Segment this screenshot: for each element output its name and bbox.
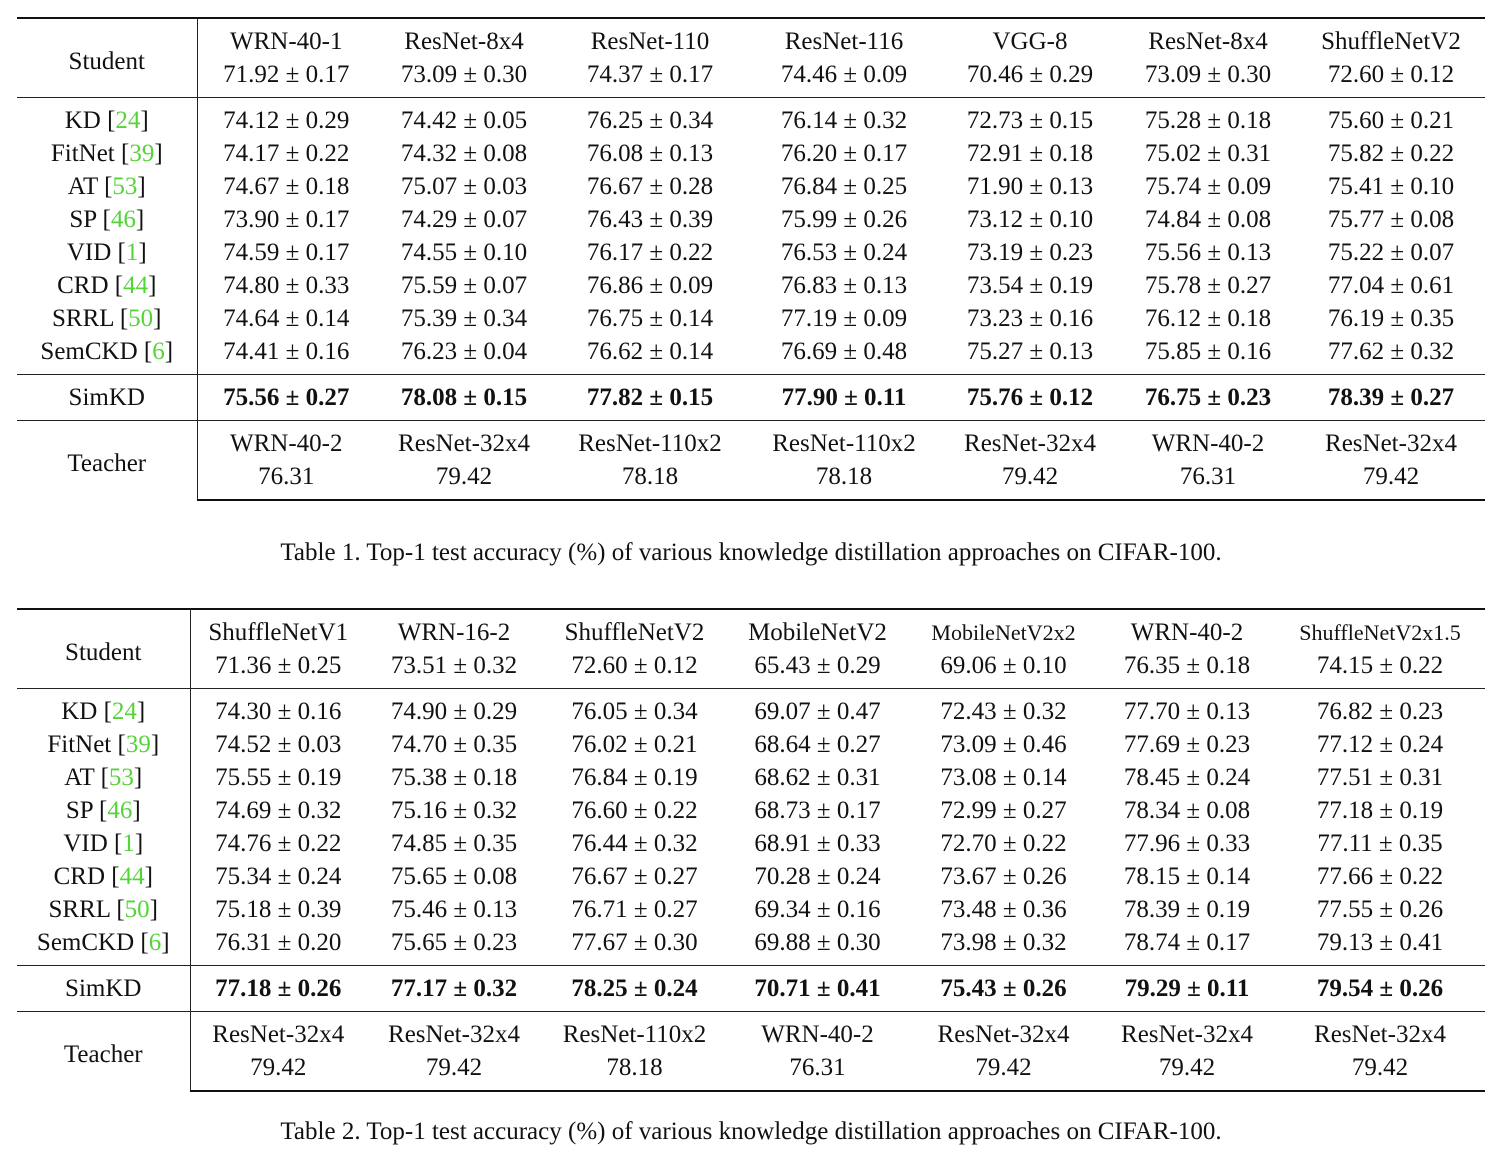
teacher-model-name: ResNet-32x4: [1275, 1012, 1485, 1052]
accuracy-cell: 72.73 ± 0.15: [941, 98, 1119, 138]
method-row: [17, 728, 1485, 761]
teacher-model-name: ResNet-110x2: [747, 421, 941, 461]
accuracy-cell: 76.84 ± 0.19: [571, 764, 698, 791]
method-row: [17, 689, 1485, 729]
accuracy-cell: 72.43 ± 0.32: [908, 689, 1099, 729]
accuracy-cell: 70.28 ± 0.24: [754, 863, 881, 890]
citation-link[interactable]: 1: [125, 239, 139, 266]
accuracy-cell: 77.66 ± 0.22: [1316, 863, 1444, 890]
teacher-model-accuracy: 78.18: [553, 460, 747, 500]
teacher-model-accuracy: 78.18: [542, 1051, 727, 1091]
accuracy-cell: 72.70 ± 0.22: [940, 830, 1067, 857]
accuracy-cell: 74.32 ± 0.08: [400, 140, 528, 167]
method-row: [17, 761, 1485, 794]
teacher-model-name: WRN-40-2: [197, 421, 375, 461]
student-model-accuracy: 65.43 ± 0.29: [754, 652, 881, 679]
teacher-model-accuracy: 76.31: [727, 1051, 908, 1091]
accuracy-cell: 79.13 ± 0.41: [1316, 929, 1444, 956]
teacher-model-name: ResNet-32x4: [190, 1012, 366, 1052]
citation-link[interactable]: 44: [123, 272, 149, 299]
accuracy-cell: 77.69 ± 0.23: [1123, 731, 1251, 758]
accuracy-cell: 76.83 ± 0.13: [780, 272, 908, 299]
citation-link[interactable]: 50: [128, 305, 154, 332]
student-model-accuracy: 74.37 ± 0.17: [586, 61, 714, 88]
method-name: FitNet: [50, 140, 115, 167]
teacher-model-accuracy: 79.42: [908, 1051, 1099, 1091]
teacher-model-accuracy: 79.42: [190, 1051, 366, 1091]
teacher-model-accuracy: 76.31: [197, 460, 375, 500]
method-name-cell: VID [1]: [17, 236, 197, 269]
accuracy-cell: 77.19 ± 0.09: [780, 305, 908, 332]
teacher-accuracy-row: [17, 460, 1485, 500]
method-name: SemCKD: [36, 929, 135, 956]
simkd-label: SimKD: [17, 375, 197, 421]
method-name-cell: SP [46]: [17, 794, 190, 827]
student-accuracy-row: [17, 649, 1485, 689]
accuracy-cell: 77.62 ± 0.32: [1327, 338, 1455, 365]
method-name-cell: SemCKD [6]: [17, 926, 190, 966]
accuracy-cell: 76.23 ± 0.04: [400, 338, 528, 365]
accuracy-cell: 72.91 ± 0.18: [966, 140, 1094, 167]
accuracy-cell: 73.48 ± 0.36: [940, 896, 1067, 923]
method-name: VID: [66, 239, 112, 266]
accuracy-cell: 76.12 ± 0.18: [1144, 305, 1272, 332]
accuracy-cell: 74.69 ± 0.32: [215, 797, 342, 824]
accuracy-cell: 68.64 ± 0.27: [754, 731, 881, 758]
student-model-accuracy: 72.60 ± 0.12: [1327, 61, 1455, 88]
citation-link[interactable]: 6: [152, 338, 165, 365]
citation-link[interactable]: 53: [108, 764, 134, 791]
accuracy-cell: 74.29 ± 0.07: [400, 206, 528, 233]
student-model-name: WRN-40-1: [197, 18, 375, 58]
accuracy-cell: 77.70 ± 0.13: [1099, 689, 1275, 729]
accuracy-cell: 75.46 ± 0.13: [390, 896, 518, 923]
accuracy-cell: 75.85 ± 0.16: [1144, 338, 1272, 365]
teacher-model-name: ResNet-32x4: [1099, 1012, 1275, 1052]
simkd-accuracy-cell: 77.18 ± 0.26: [190, 966, 366, 1012]
accuracy-cell: 74.59 ± 0.17: [223, 239, 350, 266]
accuracy-cell: 74.67 ± 0.18: [223, 173, 350, 200]
accuracy-cell: 74.41 ± 0.16: [223, 338, 350, 365]
student-model-name: ShuffleNetV1: [190, 609, 366, 649]
accuracy-cell: 77.67 ± 0.30: [571, 929, 698, 956]
student-model-accuracy: 73.09 ± 0.30: [1144, 61, 1272, 88]
accuracy-cell: 74.17 ± 0.22: [223, 140, 350, 167]
simkd-accuracy-cell: 70.71 ± 0.41: [727, 966, 908, 1012]
accuracy-cell: 76.19 ± 0.35: [1327, 305, 1455, 332]
citation-link[interactable]: 24: [111, 698, 137, 725]
simkd-accuracy-cell: 78.25 ± 0.24: [542, 966, 727, 1012]
method-row: [17, 794, 1485, 827]
simkd-accuracy-cell: 77.17 ± 0.32: [366, 966, 542, 1012]
method-row: [17, 926, 1485, 966]
citation-link[interactable]: 46: [107, 797, 133, 824]
student-name-row: [17, 609, 1485, 649]
method-name: AT: [67, 173, 98, 200]
method-name-cell: FitNet [39]: [17, 137, 197, 170]
simkd-accuracy-cell: 75.76 ± 0.12: [941, 375, 1119, 421]
results-table-1: [17, 17, 1485, 501]
method-name-cell: FitNet [39]: [17, 728, 190, 761]
accuracy-cell: 73.19 ± 0.23: [966, 239, 1094, 266]
accuracy-cell: 69.34 ± 0.16: [754, 896, 881, 923]
accuracy-cell: 74.30 ± 0.16: [190, 689, 366, 729]
simkd-accuracy-cell: 76.75 ± 0.23: [1119, 375, 1297, 421]
student-model-accuracy: 73.09 ± 0.30: [400, 61, 528, 88]
teacher-model-accuracy: 79.42: [941, 460, 1119, 500]
simkd-row: [17, 375, 1485, 421]
teacher-model-name: ResNet-32x4: [941, 421, 1119, 461]
student-model-name: ResNet-110: [553, 18, 747, 58]
accuracy-cell: 74.55 ± 0.10: [400, 239, 528, 266]
teacher-label: Teacher: [17, 1012, 190, 1092]
student-model-accuracy: 74.15 ± 0.22: [1316, 652, 1444, 679]
accuracy-cell: 75.65 ± 0.08: [390, 863, 518, 890]
method-name: SP: [65, 797, 93, 824]
teacher-model-name: ResNet-110x2: [542, 1012, 727, 1052]
accuracy-cell: 75.18 ± 0.39: [215, 896, 342, 923]
method-row: [17, 893, 1485, 926]
citation-link[interactable]: 1: [122, 830, 135, 857]
method-row: [17, 860, 1485, 893]
accuracy-cell: 76.14 ± 0.32: [747, 98, 941, 138]
accuracy-cell: 75.27 ± 0.13: [966, 338, 1094, 365]
student-model-name: ResNet-8x4: [375, 18, 553, 58]
student-model-name: ResNet-116: [747, 18, 941, 58]
method-row: [17, 98, 1485, 138]
method-name: VID: [63, 830, 108, 857]
teacher-model-accuracy: 79.42: [366, 1051, 542, 1091]
accuracy-cell: 75.16 ± 0.32: [390, 797, 518, 824]
accuracy-cell: 77.04 ± 0.61: [1327, 272, 1455, 299]
method-name: KD: [64, 107, 101, 134]
accuracy-cell: 74.12 ± 0.29: [197, 98, 375, 138]
method-row: [17, 170, 1485, 203]
accuracy-cell: 76.71 ± 0.27: [571, 896, 698, 923]
method-row: [17, 269, 1485, 302]
accuracy-cell: 76.84 ± 0.25: [780, 173, 908, 200]
teacher-name-row: [17, 421, 1485, 461]
accuracy-cell: 74.80 ± 0.33: [223, 272, 350, 299]
student-model-name: MobileNetV2x2: [908, 609, 1099, 649]
accuracy-cell: 74.85 ± 0.35: [390, 830, 518, 857]
teacher-model-name: ResNet-32x4: [1297, 421, 1485, 461]
citation-link[interactable]: 46: [110, 206, 136, 233]
teacher-model-name: ResNet-32x4: [375, 421, 553, 461]
citation-link[interactable]: 44: [119, 863, 145, 890]
accuracy-cell: 74.42 ± 0.05: [375, 98, 553, 138]
accuracy-cell: 76.08 ± 0.13: [586, 140, 714, 167]
accuracy-cell: 68.62 ± 0.31: [754, 764, 881, 791]
accuracy-cell: 69.88 ± 0.30: [754, 929, 881, 956]
teacher-model-name: WRN-40-2: [727, 1012, 908, 1052]
student-model-accuracy: 74.46 ± 0.09: [780, 61, 908, 88]
table-2-caption: Table 2. Top-1 test accuracy (%) of various knowledge distillation approaches on CIFAR-100.: [280, 1118, 1222, 1145]
accuracy-cell: 69.07 ± 0.47: [727, 689, 908, 729]
accuracy-cell: 76.86 ± 0.09: [586, 272, 714, 299]
teacher-accuracy-row: [17, 1051, 1485, 1091]
student-model-accuracy: 71.92 ± 0.17: [223, 61, 350, 88]
accuracy-cell: 76.25 ± 0.34: [553, 98, 747, 138]
accuracy-cell: 72.99 ± 0.27: [940, 797, 1067, 824]
accuracy-cell: 76.69 ± 0.48: [780, 338, 908, 365]
student-model-name: WRN-16-2: [366, 609, 542, 649]
accuracy-cell: 73.08 ± 0.14: [940, 764, 1067, 791]
accuracy-cell: 75.65 ± 0.23: [390, 929, 518, 956]
method-name-cell: VID [1]: [17, 827, 190, 860]
accuracy-cell: 76.67 ± 0.28: [586, 173, 714, 200]
accuracy-cell: 74.84 ± 0.08: [1144, 206, 1272, 233]
accuracy-cell: 74.90 ± 0.29: [366, 689, 542, 729]
student-model-name: ShuffleNetV2: [542, 609, 727, 649]
teacher-label: Teacher: [17, 421, 197, 501]
accuracy-cell: 76.20 ± 0.17: [780, 140, 908, 167]
accuracy-cell: 78.34 ± 0.08: [1123, 797, 1251, 824]
method-name: CRD: [53, 863, 105, 890]
accuracy-cell: 78.45 ± 0.24: [1123, 764, 1251, 791]
accuracy-cell: 76.67 ± 0.27: [571, 863, 698, 890]
teacher-model-accuracy: 79.42: [1099, 1051, 1275, 1091]
student-model-accuracy: 71.36 ± 0.25: [215, 652, 342, 679]
accuracy-cell: 76.05 ± 0.34: [542, 689, 727, 729]
accuracy-cell: 73.09 ± 0.46: [940, 731, 1067, 758]
accuracy-cell: 74.70 ± 0.35: [390, 731, 518, 758]
citation-link[interactable]: 50: [124, 896, 150, 923]
accuracy-cell: 75.39 ± 0.34: [400, 305, 528, 332]
accuracy-cell: 73.12 ± 0.10: [966, 206, 1094, 233]
simkd-accuracy-cell: 78.08 ± 0.15: [375, 375, 553, 421]
method-name: SemCKD: [40, 338, 138, 365]
student-model-name: ShuffleNetV2x1.5: [1275, 609, 1485, 649]
accuracy-cell: 76.02 ± 0.21: [571, 731, 698, 758]
simkd-label: SimKD: [17, 966, 190, 1012]
method-name: KD: [61, 698, 98, 725]
citation-link[interactable]: 6: [148, 929, 162, 956]
method-name-cell: SemCKD [6]: [17, 335, 197, 375]
teacher-name-row: [17, 1012, 1485, 1052]
student-label: Student: [17, 609, 190, 689]
accuracy-cell: 74.64 ± 0.14: [223, 305, 350, 332]
teacher-model-accuracy: 78.18: [747, 460, 941, 500]
method-name: SRRL: [51, 305, 114, 332]
accuracy-cell: 75.02 ± 0.31: [1144, 140, 1272, 167]
method-name: CRD: [57, 272, 109, 299]
accuracy-cell: 77.11 ± 0.35: [1317, 830, 1443, 857]
accuracy-cell: 74.76 ± 0.22: [215, 830, 342, 857]
accuracy-cell: 73.90 ± 0.17: [223, 206, 350, 233]
accuracy-cell: 75.60 ± 0.21: [1297, 98, 1485, 138]
accuracy-cell: 74.52 ± 0.03: [215, 731, 342, 758]
accuracy-cell: 68.91 ± 0.33: [754, 830, 881, 857]
teacher-model-accuracy: 79.42: [375, 460, 553, 500]
simkd-accuracy-cell: 77.90 ± 0.11: [747, 375, 941, 421]
method-name-cell: KD [24]: [17, 689, 190, 729]
student-accuracy-row: [17, 58, 1485, 98]
student-label: Student: [17, 18, 197, 98]
method-row: [17, 137, 1485, 170]
student-model-accuracy: 76.35 ± 0.18: [1123, 652, 1251, 679]
method-name-cell: CRD [44]: [17, 860, 190, 893]
accuracy-cell: 76.75 ± 0.14: [586, 305, 714, 332]
student-model-accuracy: 73.51 ± 0.32: [390, 652, 518, 679]
accuracy-cell: 76.53 ± 0.24: [780, 239, 908, 266]
accuracy-cell: 76.62 ± 0.14: [586, 338, 714, 365]
method-name: SP: [69, 206, 97, 233]
accuracy-cell: 76.43 ± 0.39: [586, 206, 714, 233]
accuracy-cell: 73.67 ± 0.26: [940, 863, 1067, 890]
accuracy-cell: 76.44 ± 0.32: [571, 830, 698, 857]
accuracy-cell: 77.55 ± 0.26: [1316, 896, 1444, 923]
accuracy-cell: 77.51 ± 0.31: [1316, 764, 1444, 791]
teacher-model-accuracy: 79.42: [1275, 1051, 1485, 1091]
simkd-row: [17, 966, 1485, 1012]
accuracy-cell: 71.90 ± 0.13: [966, 173, 1094, 200]
method-row: [17, 827, 1485, 860]
method-name-cell: SRRL [50]: [17, 893, 190, 926]
accuracy-cell: 75.38 ± 0.18: [390, 764, 518, 791]
student-model-accuracy: 72.60 ± 0.12: [571, 652, 698, 679]
method-name-cell: AT [53]: [17, 170, 197, 203]
method-name-cell: CRD [44]: [17, 269, 197, 302]
citation-link[interactable]: 39: [125, 731, 151, 758]
accuracy-cell: 75.82 ± 0.22: [1327, 140, 1455, 167]
accuracy-cell: 76.31 ± 0.20: [215, 929, 342, 956]
method-name-cell: SP [46]: [17, 203, 197, 236]
citation-link[interactable]: 24: [115, 107, 141, 134]
accuracy-cell: 75.41 ± 0.10: [1327, 173, 1455, 200]
accuracy-cell: 75.78 ± 0.27: [1144, 272, 1272, 299]
results-table-2: [17, 608, 1485, 1092]
simkd-accuracy-cell: 75.43 ± 0.26: [908, 966, 1099, 1012]
simkd-accuracy-cell: 75.56 ± 0.27: [197, 375, 375, 421]
teacher-model-accuracy: 76.31: [1119, 460, 1297, 500]
accuracy-cell: 76.60 ± 0.22: [571, 797, 698, 824]
accuracy-cell: 75.34 ± 0.24: [215, 863, 342, 890]
table-1-caption: Table 1. Top-1 test accuracy (%) of various knowledge distillation approaches on CIFAR-100.: [280, 539, 1222, 566]
teacher-model-name: WRN-40-2: [1119, 421, 1297, 461]
method-name-cell: SRRL [50]: [17, 302, 197, 335]
teacher-model-name: ResNet-32x4: [908, 1012, 1099, 1052]
accuracy-cell: 75.55 ± 0.19: [215, 764, 342, 791]
accuracy-cell: 75.77 ± 0.08: [1327, 206, 1455, 233]
method-name: AT: [64, 764, 95, 791]
student-model-name: WRN-40-2: [1099, 609, 1275, 649]
method-name-cell: AT [53]: [17, 761, 190, 794]
simkd-accuracy-cell: 78.39 ± 0.27: [1297, 375, 1485, 421]
simkd-accuracy-cell: 79.29 ± 0.11: [1099, 966, 1275, 1012]
accuracy-cell: 73.23 ± 0.16: [966, 305, 1094, 332]
accuracy-cell: 77.18 ± 0.19: [1316, 797, 1444, 824]
simkd-accuracy-cell: 79.54 ± 0.26: [1275, 966, 1485, 1012]
accuracy-cell: 75.07 ± 0.03: [400, 173, 528, 200]
accuracy-cell: 77.12 ± 0.24: [1316, 731, 1444, 758]
method-row: [17, 335, 1485, 375]
accuracy-cell: 75.74 ± 0.09: [1144, 173, 1272, 200]
teacher-model-name: ResNet-110x2: [553, 421, 747, 461]
accuracy-cell: 73.98 ± 0.32: [940, 929, 1067, 956]
citation-link[interactable]: 39: [129, 140, 155, 167]
accuracy-cell: 75.99 ± 0.26: [780, 206, 908, 233]
accuracy-cell: 76.82 ± 0.23: [1275, 689, 1485, 729]
accuracy-cell: 75.59 ± 0.07: [400, 272, 528, 299]
accuracy-cell: 68.73 ± 0.17: [754, 797, 881, 824]
accuracy-cell: 76.17 ± 0.22: [586, 239, 714, 266]
accuracy-cell: 75.56 ± 0.13: [1144, 239, 1272, 266]
student-model-accuracy: 70.46 ± 0.29: [966, 61, 1094, 88]
student-model-name: ResNet-8x4: [1119, 18, 1297, 58]
method-name: SRRL: [48, 896, 111, 923]
simkd-accuracy-cell: 77.82 ± 0.15: [553, 375, 747, 421]
student-model-name: VGG-8: [941, 18, 1119, 58]
student-model-accuracy: 69.06 ± 0.10: [940, 652, 1067, 679]
teacher-model-name: ResNet-32x4: [366, 1012, 542, 1052]
accuracy-cell: 75.28 ± 0.18: [1119, 98, 1297, 138]
method-name: FitNet: [47, 731, 112, 758]
accuracy-cell: 75.22 ± 0.07: [1327, 239, 1455, 266]
teacher-model-accuracy: 79.42: [1297, 460, 1485, 500]
student-name-row: [17, 18, 1485, 58]
accuracy-cell: 78.39 ± 0.19: [1123, 896, 1251, 923]
citation-link[interactable]: 53: [112, 173, 138, 200]
method-row: [17, 203, 1485, 236]
student-model-name: ShuffleNetV2: [1297, 18, 1485, 58]
method-row: [17, 302, 1485, 335]
accuracy-cell: 78.15 ± 0.14: [1123, 863, 1251, 890]
student-model-name: MobileNetV2: [727, 609, 908, 649]
accuracy-cell: 77.96 ± 0.33: [1123, 830, 1251, 857]
method-name-cell: KD [24]: [17, 98, 197, 138]
accuracy-cell: 73.54 ± 0.19: [966, 272, 1094, 299]
accuracy-cell: 78.74 ± 0.17: [1123, 929, 1251, 956]
method-row: [17, 236, 1485, 269]
